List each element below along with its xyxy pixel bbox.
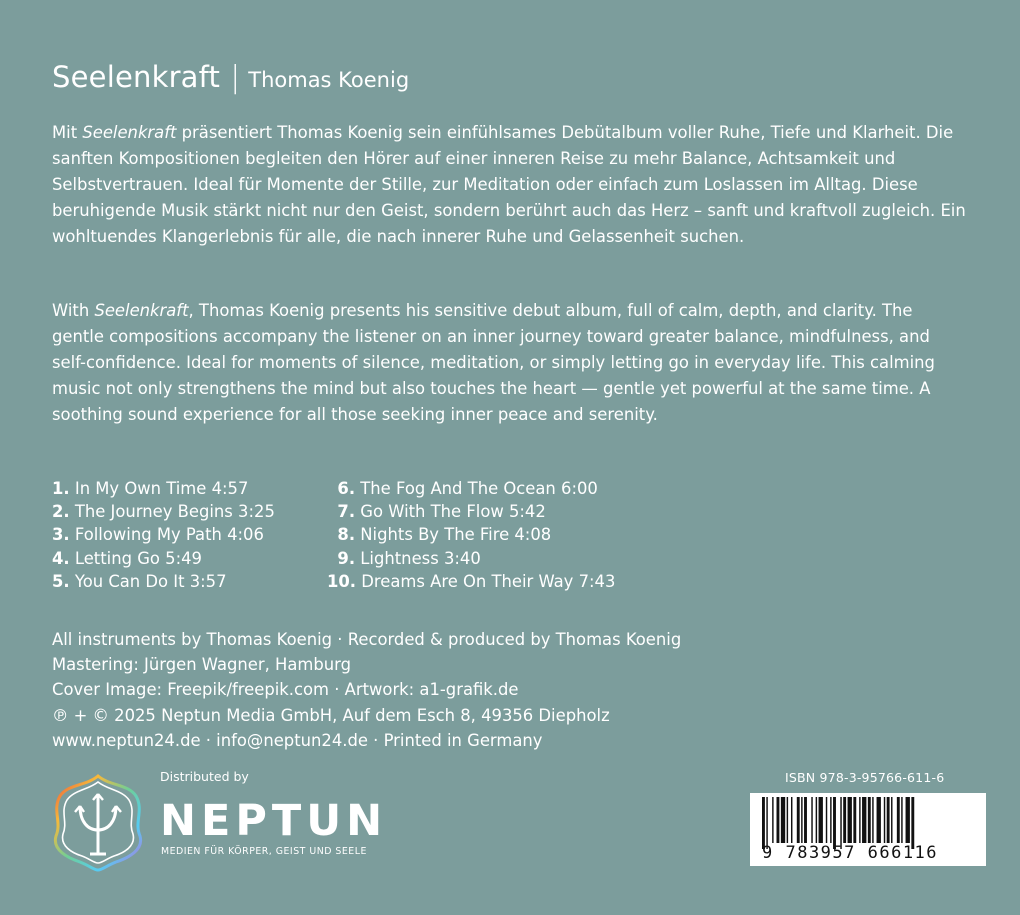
barcode-bar [830,797,831,843]
barcode-bar [787,797,788,843]
barcode-bar [868,797,871,843]
description-de-body: präsentiert Thomas Koenig sein einfühlsames Debütalbum voller Ruhe, Tiefe und Klarheit. Die sanften Kompositionen begleiten den Hörer auf einer inneren Reise zu mehr Balance, Achtsamkeit und Selbstvertrauen. Ideal für Momente der Stille, zur Meditation oder einfach zum Loslassen im Alltag. Diese beruhigende Musik stärkt nicht nur den Geist, sondern berührt auch das Herz – sanft und kraftvoll zugleich. Ein wohltuendes Klangerlebnis für alle, die nach innerer Ruhe und Gelassenheit suchen. [52,123,966,246]
track-title: Nights By The Fire 4:08 [360,525,552,545]
track-number: 6. [337,479,356,498]
barcode-bar [891,797,892,843]
description-de-album: Seelenkraft [82,123,177,142]
track-item [327,547,615,570]
barcode-bar [766,797,767,849]
credit-line: All instruments by Thomas Koenig · Recorded & produced by Thomas Koenig [52,630,682,649]
track-item [327,523,615,546]
barcode-bar [791,797,792,843]
tracklist-column-left [52,477,275,593]
barcode-bar [884,797,885,843]
track-title: Following My Path 4:06 [74,525,264,545]
track-number: 4. [52,548,70,568]
barcode-bar [877,797,881,843]
album-title: Seelenkraft [52,60,221,94]
track-title: The Fog And The Ocean 6:00 [360,479,598,498]
barcode-bar [887,797,890,843]
barcode-bar [816,797,817,843]
credit-line: www.neptun24.de · info@neptun24.de · Printed in Germany [52,730,543,750]
tracklist-column-right [327,477,615,593]
distributed-by-label: Distributed by [160,769,249,784]
album-header [52,60,409,95]
barcode-bar [911,797,914,849]
track-item [327,570,615,593]
barcode-bar [811,797,812,843]
track-item [52,477,275,500]
neptun-trident-logo-icon [50,772,146,872]
credit-line: Cover Image: Freepik/freepik.com · Artwork: a1-grafik.de [52,680,519,700]
neptun-tagline: MEDIEN FÜR KÖRPER, GEIST UND SEELE [161,846,367,857]
track-number: 8. [337,525,356,545]
track-title: Go With The Flow 5:42 [360,502,546,522]
track-item [52,547,275,570]
track-item [52,500,275,523]
barcode-bar [906,797,910,843]
neptun-brand-wordmark: NEPTUN [160,796,388,846]
description-en-body: , Thomas Koenig presents his sensitive debut album, full of calm, depth, and clarity. The gentle compositions accompany the listener on an inner journey toward greater balance, mindfulness, and self-confidence. Ideal for moments of silence, meditation, or simply letting go in everyday life. This calming music not only strengthens the mind but also touches the heart — gentle yet powerful at the same time. A soothing sound experience for all those seeking inner peace and serenity. [52,301,935,424]
track-title: In My Own Time 4:57 [74,479,249,498]
barcode-bar [781,797,785,843]
track-number: 2. [52,502,70,522]
track-title: You Can Do It 3:57 [74,571,227,591]
credit-line: Mastering: Jürgen Wagner, Hamburg [52,655,352,675]
barcode-bar [848,797,852,843]
barcode-bar [843,797,846,843]
barcode-bar [901,797,902,843]
credit-line: ℗ + © 2025 Neptun Media GmbH, Auf dem Esch 8, 49356 Diepholz [52,705,610,725]
isbn-label: ISBN 978-3-95766-611-6 [785,770,945,785]
artist-name: Thomas Koenig [248,68,410,92]
track-number: 5. [52,571,70,591]
track-number: 9. [337,548,356,568]
track-item [52,570,275,593]
barcode-bar [853,797,856,843]
barcode-bar [777,797,780,843]
track-number: 1. [52,479,70,498]
track-title: The Journey Begins 3:25 [74,502,275,522]
barcode-bar [801,797,802,843]
barcode-bar [826,797,827,843]
barcode-bar [772,797,773,843]
barcode-bar [797,797,800,843]
track-item [52,523,275,546]
description-english [52,298,967,428]
credits-block [52,627,681,753]
description-en-pre: With [52,301,95,320]
barcode-bar [859,797,860,843]
track-item [327,477,615,500]
barcode-bar [833,797,836,849]
track-number: 7. [337,502,356,522]
barcode-bar [762,797,765,849]
barcode-bar [804,797,807,843]
track-title: Dreams Are On Their Way 7:43 [361,571,616,591]
track-number: 10. [327,571,357,591]
track-number: 3. [52,525,70,545]
barcode [750,793,986,866]
track-title: Lightness 3:40 [360,548,481,568]
title-separator: | [230,60,241,95]
barcode-bar [819,797,823,843]
track-title: Letting Go 5:49 [74,548,202,568]
description-en-album: Seelenkraft [94,301,189,320]
barcode-bar [897,797,900,843]
description-german [52,120,967,250]
barcode-bar [862,797,866,843]
barcode-digits: 9 783957 666116 [762,843,939,863]
barcode-bar [840,797,841,849]
barcode-bar [872,797,873,843]
description-de-pre: Mit [52,123,83,142]
track-item [327,500,615,523]
